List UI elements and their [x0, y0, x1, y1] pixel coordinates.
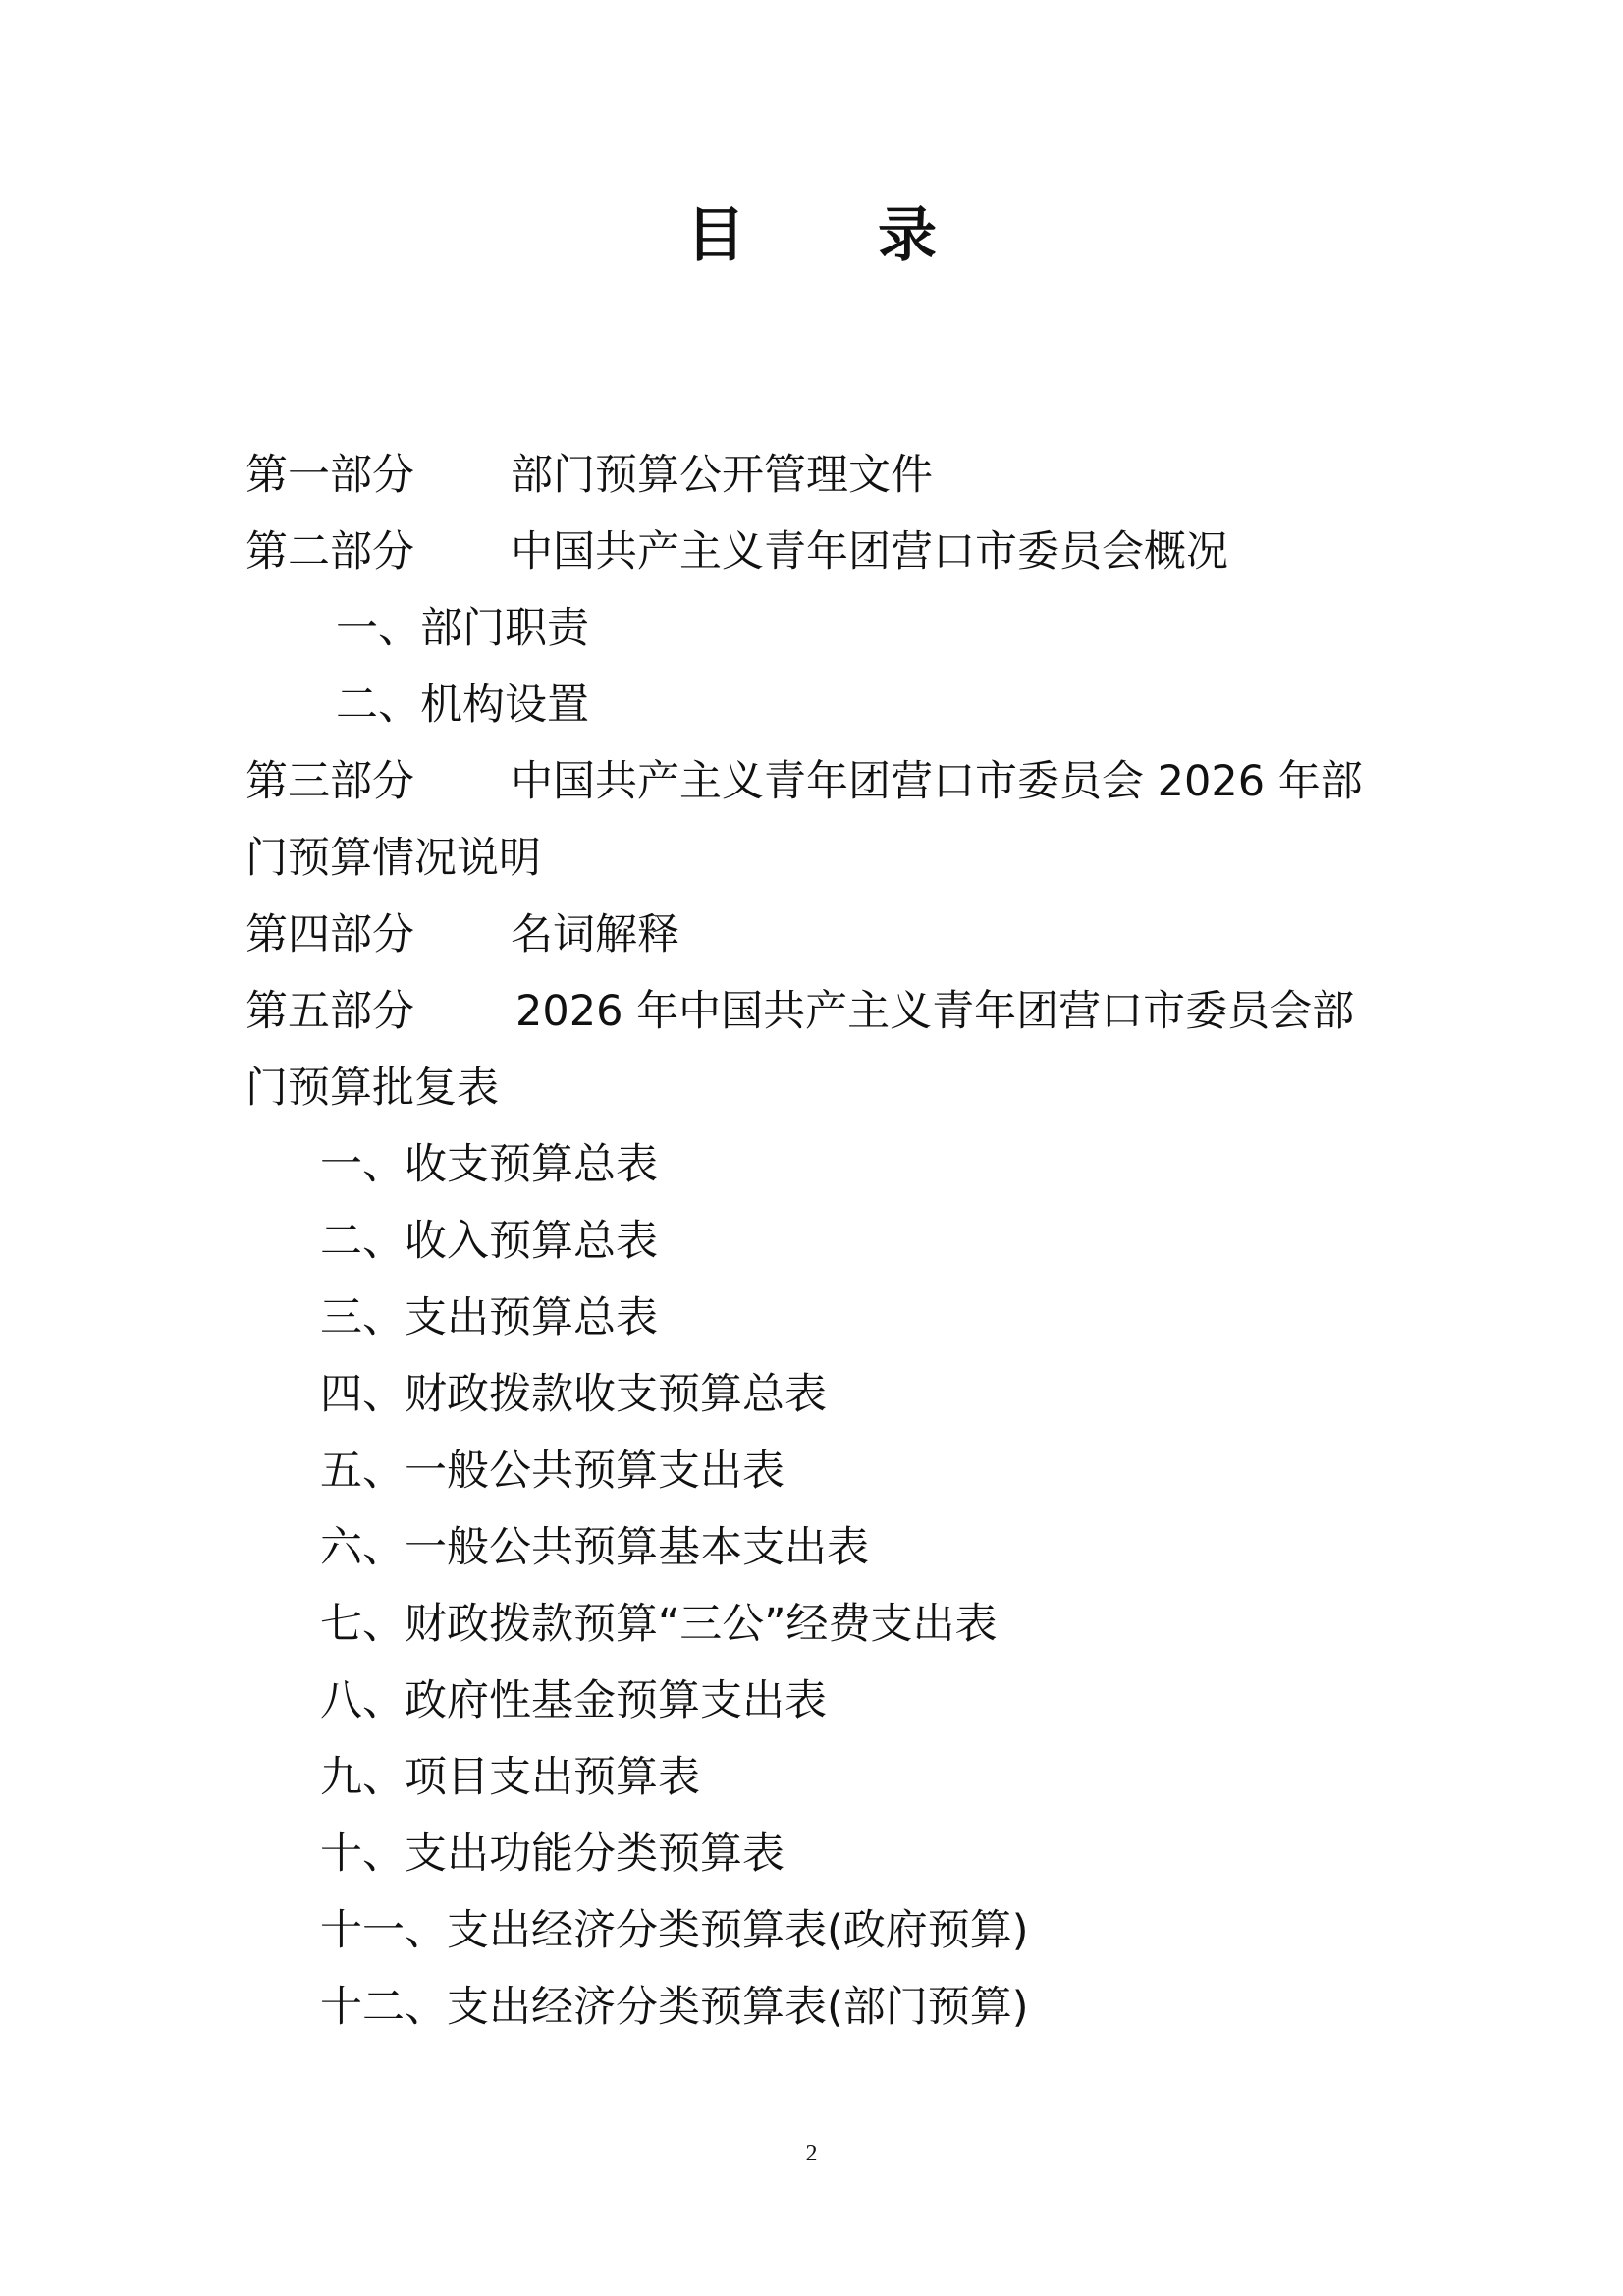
toc-item: 九、项目支出预算表: [320, 1753, 700, 1802]
toc-item: 一、部门职责: [336, 604, 589, 653]
table-of-contents: [245, 437, 1389, 2046]
toc-part-title: 2026 年中国共产主义青年团营口市委员会部: [515, 987, 1355, 1036]
title-char-1: 目: [686, 201, 745, 270]
toc-item: 二、收入预算总表: [320, 1217, 658, 1266]
toc-part-title: 中国共产主义青年团营口市委员会 2026 年部: [511, 757, 1363, 806]
toc-item: 一、收支预算总表: [320, 1140, 658, 1189]
toc-item: 三、支出预算总表: [320, 1293, 658, 1342]
toc-item: 六、一般公共预算基本支出表: [320, 1523, 869, 1572]
toc-part-1: [245, 437, 1389, 514]
toc-part-label: 第四部分: [245, 910, 414, 959]
toc-item: 四、财政拨款收支预算总表: [320, 1370, 827, 1419]
toc-part-title: 名词解释: [511, 910, 679, 959]
toc-part-title-continuation: 门预算批复表: [245, 1064, 499, 1113]
toc-part-label: 第五部分: [245, 987, 414, 1036]
toc-item: 二、机构设置: [336, 681, 589, 730]
toc-item: 十一、支出经济分类预算表(政府预算): [320, 1906, 1029, 1955]
toc-item: 五、一般公共预算支出表: [320, 1447, 784, 1496]
toc-part-title: 部门预算公开管理文件: [511, 451, 933, 500]
toc-part-label: 第一部分: [245, 451, 414, 500]
toc-part-title-continuation: 门预算情况说明: [245, 834, 541, 883]
toc-item: 七、财政拨款预算“三公”经费支出表: [320, 1600, 998, 1649]
toc-part-label: 第三部分: [245, 757, 414, 806]
toc-part-5: [245, 973, 1389, 1050]
toc-part-label: 第二部分: [245, 527, 414, 576]
toc-item: 八、政府性基金预算支出表: [320, 1676, 827, 1725]
toc-part-2: [245, 514, 1389, 590]
page-number: 2: [805, 2141, 818, 2166]
toc-item: 十、支出功能分类预算表: [320, 1830, 784, 1879]
toc-part-4: [245, 897, 1389, 973]
title-char-2: 录: [878, 201, 937, 270]
toc-part-title: 中国共产主义青年团营口市委员会概况: [511, 527, 1228, 576]
toc-item: 十二、支出经济分类预算表(部门预算): [320, 1983, 1029, 2032]
page-title: [0, 196, 1623, 275]
toc-part-3: [245, 743, 1389, 820]
